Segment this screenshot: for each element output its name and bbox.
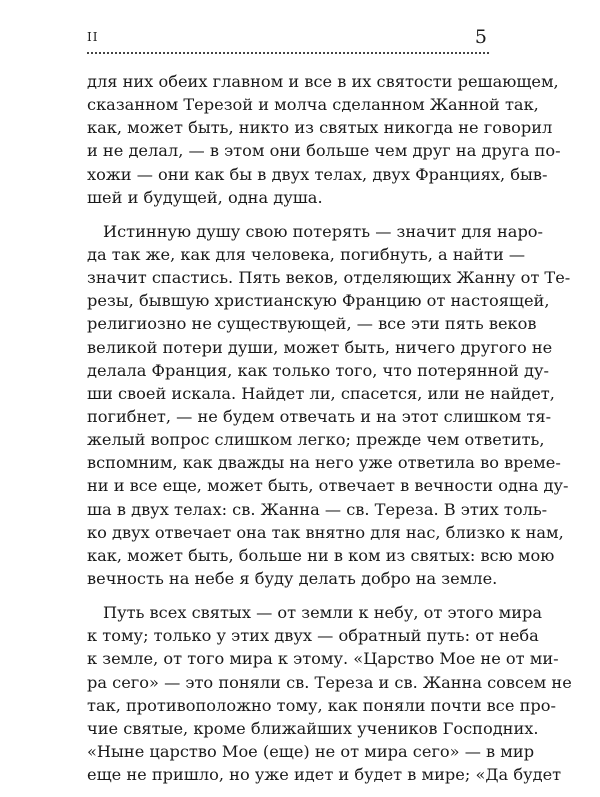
text-line: чие святые, кроме ближайших учеников Господних. [87, 718, 539, 738]
paragraph [87, 220, 571, 590]
text-line: делала Франция, как только того, что потерянной ду- [87, 360, 549, 380]
text-line: «Ныне царство Мое (еще) не от мира сего» — в мир [87, 741, 535, 761]
text-line: ши своей искала. Найдет ли, спасется, или не найдет, [87, 383, 555, 403]
text-line: еще не пришло, но уже идет и будет в мире; «Да будет [87, 765, 562, 785]
text-line: резы, бывшую христианскую Францию от настоящей, [87, 291, 550, 311]
text-line: как, может быть, больше ни в ком из святых: всю мою [87, 545, 555, 565]
text-line: ра сего» — это поняли св. Тереза и св. Жанна совсем не [87, 672, 572, 692]
text-line: погибнет, — не будем отвечать и на этот слишком тя- [87, 406, 552, 426]
text-line: сказанном Терезой и молча сделанном Жанной так, [87, 95, 539, 115]
text-line: так, противоположно тому, как поняли почти все про- [87, 695, 556, 715]
text-line: великой потери души, может быть, ничего другого не [87, 337, 553, 357]
text-line: хожи — они как бы в двух телах, двух Франциях, быв- [87, 164, 548, 184]
page-number: 5 [474, 26, 487, 48]
text-line: Истинную душу свою потерять — значит для наро- [103, 221, 544, 241]
header-rule [87, 52, 489, 54]
text-line: вспомним, как дважды на него уже ответила во време- [87, 453, 561, 473]
text-line: желый вопрос слишком легко; прежде чем ответить, [87, 430, 545, 450]
text-line: религиозно не существующей, — все эти пять веков [87, 314, 537, 334]
text-line: ша в двух телах: св. Жанна — св. Тереза. В этих толь- [87, 499, 548, 519]
text-line: к земле, от того мира к этому. «Царство Мое не от ми- [87, 649, 559, 669]
section-number: II [87, 30, 99, 44]
paragraph [87, 601, 572, 786]
text-line: и не делал, — в этом они больше чем друг на друга по- [87, 141, 561, 161]
text-line: Путь всех святых — от земли к небу, от этого мира [103, 603, 543, 623]
text-line: как, может быть, никто из святых никогда не говорил [87, 118, 553, 138]
paragraph [87, 70, 561, 209]
text-line: вечность на небе я буду делать добро на земле. [87, 568, 498, 588]
page-header [87, 28, 489, 52]
text-line: ко двух отвечает она так внятно для нас, близко к нам, [87, 522, 564, 542]
text-line: да так же, как для человека, погибнуть, а найти — [87, 244, 526, 264]
text-line: шей и будущей, одна душа. [87, 187, 323, 207]
text-line: значит спастись. Пять веков, отделяющих Жанну от Те- [87, 268, 571, 288]
text-line: для них обеих главном и все в их святости решающем, [87, 72, 559, 91]
text-line: ни и все еще, может быть, отвечает в вечности одна ду- [87, 476, 569, 496]
body-text [87, 70, 572, 797]
text-line: к тому; только у этих двух — обратный путь: от неба [87, 626, 539, 646]
